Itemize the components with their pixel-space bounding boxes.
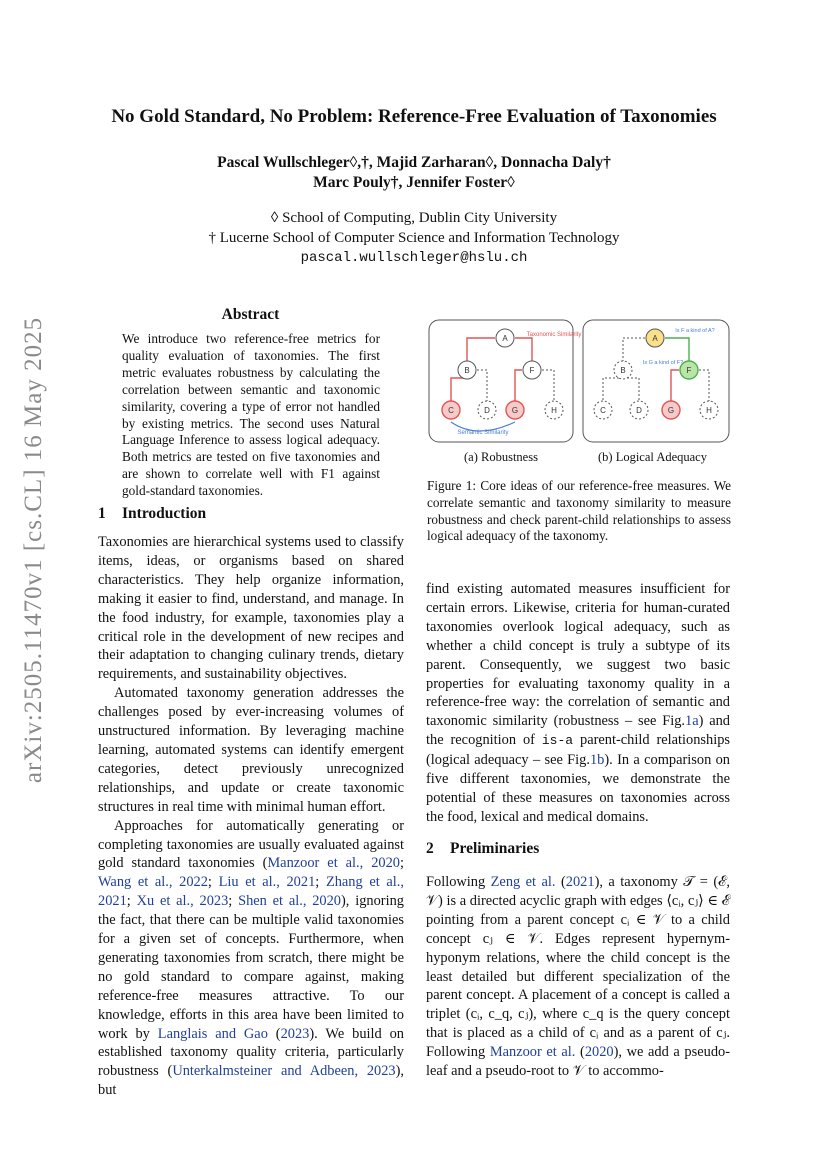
node-b-G-label: G: [667, 406, 675, 415]
figure-1-graphic: [427, 318, 731, 444]
node-b-F-label: F: [686, 366, 692, 375]
intro-paragraph-3: Approaches for automatically generating or completing taxonomies are usually evaluated against gold standard taxonomies (Manzoor et al., 2020; Wang et al., 2022; Liu et al., 2021; Zhang et al., 2021; Xu et al., 2023; Shen et al., 2020), ignoring the fact, that there can be multiple valid taxonomies for a given set of concepts. Furthermore, when generating taxonomies from scratch, there might be no gold standard to compare against, making reference-free measures attractive. To our knowledge, efforts in this area have been limited to work by Langlais and Gao (2023). We build on established taxonomy quality criteria, particularly robustness (Unterkalmsteiner and Adbeen, 2023), but: [98, 817, 405, 1099]
citation-zhang[interactable]: Zhang et al., 2021: [98, 874, 404, 910]
figure-1-caption: Figure 1: Core ideas of our reference-free measures. We correlate semantic and taxonomy similarity to measure robustness and check parent-child relationships to assess logical adequacy of the taxonomy.: [427, 478, 731, 544]
intro-body: [98, 533, 404, 1100]
prelim-s2: ), a taxonomy 𝒯 = (ℰ, 𝒱) is a directed acyclic graph with edges ⟨cᵢ, cⱼ⟩ ∈ ℰ pointing from a parent concept cᵢ ∈ 𝒱 to a child concept cⱼ ∈ 𝒱. Edges represent hypernym-hyponym relations, where the child concept is the least detailed but different specialization of the parent concept. A placement of a concept is called a triplet (cᵢ, c_q, cⱼ), where c_q is the query concept that is placed as a child of cᵢ and as a parent of cⱼ. Following: [426, 874, 730, 1061]
label-taxonomic-similarity: Taxonomic Similarity: [526, 332, 582, 338]
edge-f-h: [542, 370, 554, 402]
paper-title: No Gold Standard, No Problem: Reference-Free Evaluation of Taxonomies: [111, 106, 717, 127]
citation-manzoor-2-year[interactable]: 2020: [584, 1044, 614, 1061]
edge-a-b: [467, 338, 495, 362]
citation-manzoor[interactable]: Manzoor et al., 2020: [267, 855, 400, 872]
affiliation-1: ◊ School of Computing, Dublin City University: [270, 210, 558, 226]
citation-xu[interactable]: Xu et al., 2023: [136, 893, 229, 910]
right-column-body: [426, 580, 730, 827]
author-line-2: Marc Pouly†, Jennifer Foster◊: [313, 174, 515, 191]
intro-p3-text-a: Approaches for automatically generating or completing taxonomies are usually evaluated against gold standard taxonomies (: [98, 817, 404, 872]
section-2-number: 2: [426, 840, 434, 857]
right-p1-a: find existing automated measures insufficient for certain errors. Likewise, criteria for human-curated taxonomies overlook logical adequacy, such as whether a child concept is truly a subtype of its parent. Consequently, we suggest two basic properties for evaluating taxonomy quality in a reference-free way: the correlation of semantic and taxonomic similarity (robustness – see Fig.: [426, 581, 730, 730]
citation-langlais-year[interactable]: 2023: [280, 1025, 310, 1042]
author-email[interactable]: pascal.wullschleger@hslu.ch: [300, 250, 528, 266]
label-question-g-f: Is G a kind of F?: [642, 360, 684, 366]
arxiv-side-stamp: [4, 260, 64, 840]
affiliation-2: † Lucerne School of Computer Science and Information Technology: [208, 230, 620, 246]
citation-wang[interactable]: Wang et al., 2022: [98, 874, 208, 891]
node-a-F-label: F: [529, 366, 535, 375]
prelim-paragraph-1: Following Zeng et al. (2021), a taxonomy 𝒯 = (ℰ, 𝒱) is a directed acyclic graph with edges ⟨cᵢ, cⱼ⟩ ∈ ℰ pointing from a parent concept cᵢ ∈ 𝒱 to a child concept cⱼ ∈ 𝒱. Edges represent hypernym-hyponym relations, where the child concept is the least detailed but different specialization of the parent concept. A placement of a concept is called a triplet (cᵢ, c_q, cⱼ), where c_q is the query concept that is placed as a child of cᵢ and as a parent of cⱼ. Following Manzoor et al. (2020), we add a pseudo-leaf and a pseudo-root to 𝒱 to accommo-: [426, 874, 730, 1080]
node-a-C-label: C: [448, 406, 454, 415]
intro-p3-text-b: ), ignoring the fact, that there can be multiple valid taxonomies for a given set of concepts. Furthermore, when generating taxonomies from scratch, there might be no gold standard to compare against, making reference-free measures attractive. To our knowledge, efforts in this area have been limited to work by: [98, 893, 404, 1042]
label-question-f-a: Is F a kind of A?: [675, 328, 715, 334]
intro-p3-text-c: . We build on established taxonomy quality criteria, particularly robustness (: [98, 1025, 405, 1080]
citation-zeng-year[interactable]: 2021: [565, 874, 595, 890]
node-b-A-label: A: [652, 334, 658, 343]
node-a-A-label: A: [502, 334, 508, 343]
citation-liu[interactable]: Liu et al., 2021: [218, 874, 316, 891]
section-2-heading: [426, 840, 539, 858]
ref-fig-1a[interactable]: 1a: [685, 713, 699, 730]
intro-p3-text-d: ), but: [98, 1063, 404, 1099]
edge-b-d: [477, 370, 487, 402]
edge-b-f-g: [671, 370, 679, 402]
edge-b-a-b: [623, 338, 645, 362]
arxiv-stamp-text: arXiv:2505.11470v1 [cs.CL] 16 May 2025: [20, 316, 47, 784]
citation-manzoor-2[interactable]: Manzoor et al.: [489, 1044, 576, 1061]
node-b-B-label: B: [620, 366, 626, 375]
abstract-heading: Abstract: [221, 306, 280, 323]
node-b-C-label: C: [600, 406, 606, 415]
node-a-H-label: H: [551, 406, 557, 415]
right-paragraph-1: [426, 580, 730, 827]
node-a-G-label: G: [511, 406, 519, 415]
label-semantic-similarity: Semantic Similarity: [457, 430, 509, 436]
prelim-s3: ), we add a pseudo-leaf and a pseudo-root to 𝒱 to accommo-: [426, 1044, 730, 1080]
prelim-body: [426, 873, 730, 1081]
citation-shen[interactable]: Shen et al., 2020: [238, 893, 342, 910]
edge-b-f-h: [699, 370, 709, 402]
node-b-D-label: D: [636, 406, 642, 415]
citation-langlais[interactable]: Langlais and Gao: [157, 1025, 268, 1042]
section-1-number: 1: [98, 505, 106, 522]
intro-paragraph-1: Taxonomies are hierarchical systems used to classify items, ideas, or organisms based on shared characteristics. They help organize information, making it easier to find, understand, and manage. In the food industry, for example, taxonomies play a critical role in the development of new recipes and their adaptation to changing culinary trends, dietary requirements, and sustainability objectives.: [98, 534, 404, 683]
node-a-D-label: D: [484, 406, 490, 415]
intro-paragraph-2: Automated taxonomy generation addresses the challenges posed by ever-increasing volumes of unstructured information. By leveraging machine learning, automated systems can identify emergent categories, detect previously unrecognized relationships, and update or create taxonomic structures in real time with minimal human effort.: [98, 685, 404, 815]
section-1-title: Introduction: [122, 505, 207, 522]
node-b-H-label: H: [706, 406, 712, 415]
right-p1-c: parent-child relationships (logical adequacy – see Fig.: [426, 732, 730, 769]
figure-1: [427, 318, 731, 444]
right-p1-d: ). In a comparison on five different taxonomies, we demonstrate the potential of these measures on taxonomies across the food, lexical and medical domains.: [426, 752, 730, 825]
edge-f-g: [515, 370, 522, 402]
author-line-1: Pascal Wullschleger◊,†, Majid Zarharan◊, Donnacha Daly†: [217, 154, 611, 171]
author-list: [0, 153, 828, 193]
subcaption-a: (a) Robustness: [464, 450, 538, 464]
edge-b-a-f: [665, 338, 689, 362]
right-p1-b: ) and the recognition of: [426, 713, 730, 749]
section-1-heading: [98, 505, 206, 523]
edge-b-b-d: [627, 378, 639, 402]
edge-b-c: [451, 378, 467, 402]
abstract-text: We introduce two reference-free metrics for quality evaluation of taxonomies. The first metric evaluates robustness by calculating the correlation between semantic and taxonomic similarity, covering a type of error not handled by existing metrics. The second uses Natural Language Inference to assess logical adequacy. Both metrics are tested on five taxonomies and are shown to correlate well with F1 against gold-standard taxonomies.: [122, 331, 380, 499]
edge-b-b-c: [603, 378, 623, 402]
node-a-B-label: B: [464, 366, 470, 375]
citation-unterkalmsteiner[interactable]: Unterkalmsteiner and Adbeen, 2023: [172, 1063, 396, 1080]
edge-a-f: [515, 338, 532, 362]
section-2-title: Preliminaries: [450, 840, 540, 857]
affiliations: [0, 208, 828, 268]
citation-zeng[interactable]: Zeng et al.: [490, 874, 556, 890]
isa-code: is-a: [541, 733, 574, 749]
subcaption-b: (b) Logical Adequacy: [598, 450, 707, 464]
ref-fig-1b[interactable]: 1b: [589, 752, 605, 769]
prelim-s1: Following: [426, 874, 491, 890]
